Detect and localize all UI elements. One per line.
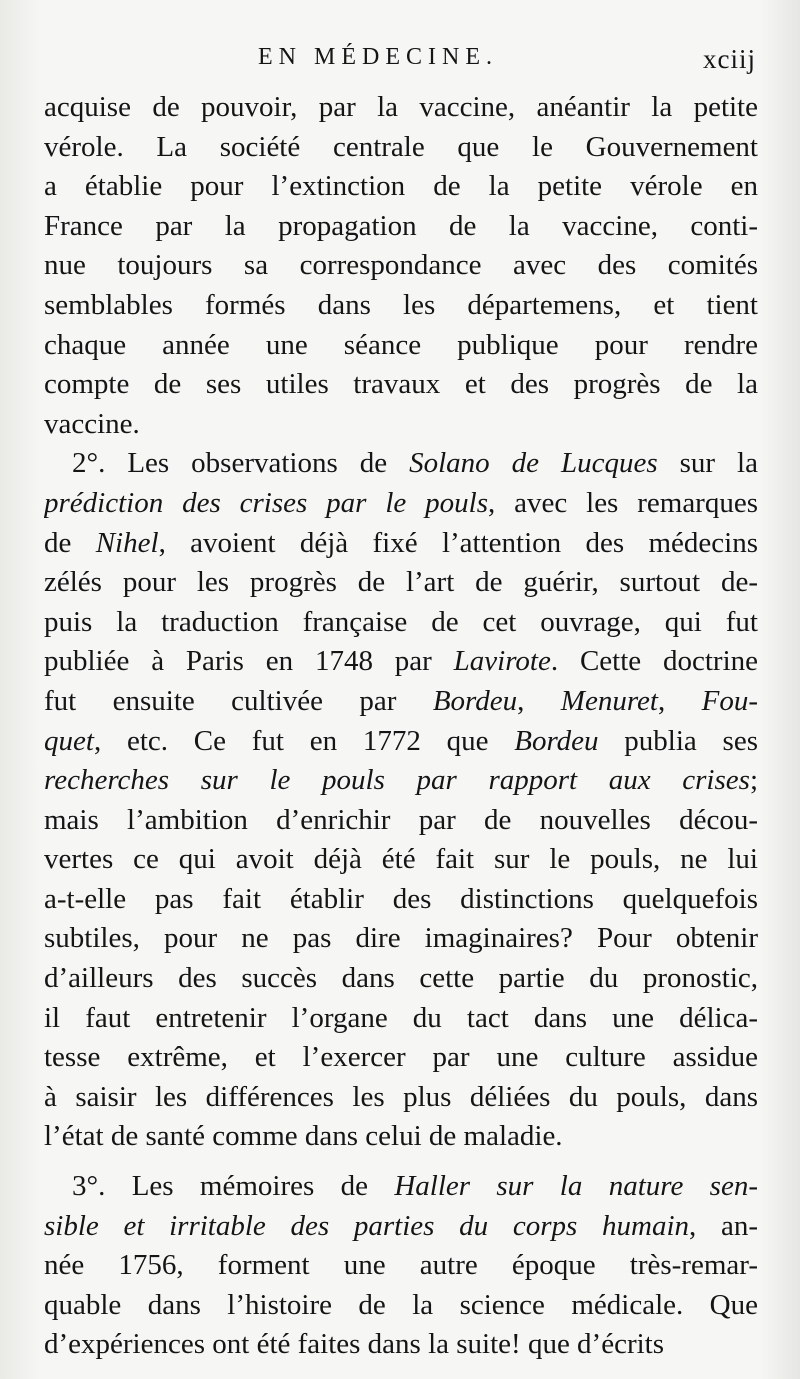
text-segment: , <box>517 684 561 717</box>
italic-text: prédiction des crises par le pouls <box>44 486 488 519</box>
text-line <box>44 642 758 682</box>
italic-text: recherches sur le pouls par rapport aux crises <box>44 764 750 797</box>
text-segment: chaque année une séance publique pour rendre <box>44 328 758 361</box>
text-segment: 3°. Les mémoires de <box>72 1170 395 1203</box>
text-line <box>44 563 758 603</box>
text-segment: mais l’ambition d’enrichir par de nouvelles décou- <box>44 803 758 836</box>
text-line <box>44 919 758 959</box>
text-segment: compte de ses utiles travaux et des progrès de la <box>44 368 758 401</box>
text-segment: a-t-elle pas fait établir des distinctions quelquefois <box>44 882 758 915</box>
text-segment: vérole. La société centrale que le Gouvernement <box>44 130 758 163</box>
body-text <box>44 88 758 1365</box>
text-segment: de <box>44 526 96 559</box>
text-line <box>44 1167 758 1207</box>
text-line <box>44 1117 758 1157</box>
italic-text: Bordeu <box>514 724 599 757</box>
text-line <box>44 801 758 841</box>
text-line <box>44 1038 758 1078</box>
text-line <box>44 128 758 168</box>
text-segment: France par la propagation de la vaccine, conti- <box>44 209 758 242</box>
paragraph <box>44 444 758 1157</box>
text-line <box>44 484 758 524</box>
text-segment: . Cette doctrine <box>550 645 758 678</box>
italic-text: Solano de Lucques <box>409 447 658 480</box>
text-segment: née 1756, forment une autre époque très-remar- <box>44 1249 758 1282</box>
text-line <box>44 1207 758 1247</box>
text-line <box>44 365 758 405</box>
text-segment: d’ailleurs des succès dans cette partie du pronostic, <box>44 962 758 995</box>
text-segment: vertes ce qui avoit déjà été fait sur le pouls, ne lui <box>44 843 758 876</box>
text-line <box>44 246 758 286</box>
text-line <box>44 761 758 801</box>
text-line <box>44 722 758 762</box>
text-segment: il faut entretenir l’organe du tact dans une délica- <box>44 1001 758 1034</box>
text-line <box>44 840 758 880</box>
text-segment: fut ensuite cultivée par <box>44 684 433 717</box>
text-segment: , an- <box>689 1209 758 1242</box>
text-segment: a établie pour l’extinction de la petite vérole en <box>44 170 758 203</box>
text-segment: , <box>657 684 702 717</box>
text-segment: l’état de santé comme dans celui de maladie. <box>44 1120 563 1153</box>
text-segment: publia ses <box>598 724 758 757</box>
text-segment: zélés pour les progrès de l’art de guérir, surtout de- <box>44 566 758 599</box>
text-segment: , etc. Ce fut en 1772 que <box>93 724 515 757</box>
text-line <box>44 1325 758 1365</box>
italic-text: Haller sur la nature sen- <box>394 1170 758 1203</box>
paragraph <box>44 1167 758 1365</box>
text-segment: , avoient déjà fixé l’attention des médecins <box>158 526 758 559</box>
text-line <box>44 880 758 920</box>
italic-text: Lavirote <box>453 645 551 678</box>
italic-text: Nihel <box>95 526 159 559</box>
italic-text: Fou- <box>701 684 758 717</box>
running-head: EN MÉDECINE. <box>258 44 498 70</box>
text-segment: d’expériences ont été faites dans la suite! que d’écrits <box>44 1328 665 1361</box>
italic-text: Bordeu <box>432 684 518 717</box>
italic-text: quet <box>44 724 94 757</box>
text-line <box>44 959 758 999</box>
text-segment: acquise de pouvoir, par la vaccine, anéantir la petite <box>44 91 758 123</box>
text-segment: puis la traduction française de cet ouvrage, qui fut <box>44 605 758 638</box>
text-line <box>44 1286 758 1326</box>
text-line <box>44 207 758 247</box>
text-segment: , avec les remarques <box>488 486 758 519</box>
page-number: xciij <box>703 44 756 74</box>
text-line <box>44 286 758 326</box>
text-line <box>44 326 758 366</box>
text-segment: 2°. Les observations de <box>72 447 410 480</box>
text-line <box>44 1078 758 1118</box>
text-line <box>44 444 758 484</box>
text-line <box>44 1246 758 1286</box>
italic-text: sible et irritable des parties du corps humain <box>44 1209 690 1242</box>
text-segment: semblables formés dans les départemens, et tient <box>44 288 758 321</box>
paragraph <box>44 88 758 444</box>
text-segment: vaccine. <box>44 407 140 440</box>
text-segment: ; <box>749 764 758 797</box>
text-line <box>44 405 758 445</box>
text-segment: quable dans l’histoire de la science médicale. Que <box>44 1288 758 1321</box>
text-segment: à saisir les différences les plus déliées du pouls, dans <box>44 1080 758 1113</box>
text-segment: subtiles, pour ne pas dire imaginaires? Pour obtenir <box>44 922 758 955</box>
text-line <box>44 524 758 564</box>
text-line <box>44 167 758 207</box>
italic-text: Menuret <box>560 684 658 717</box>
text-segment: publiée à Paris en 1748 par <box>44 645 454 678</box>
text-segment: tesse extrême, et l’exercer par une culture assidue <box>44 1041 758 1074</box>
text-segment: sur la <box>657 447 758 480</box>
text-line <box>44 999 758 1039</box>
text-line <box>44 603 758 643</box>
text-segment: nue toujours sa correspondance avec des comités <box>44 249 758 282</box>
text-line <box>44 682 758 722</box>
page-header <box>0 44 800 84</box>
text-line <box>44 88 758 128</box>
